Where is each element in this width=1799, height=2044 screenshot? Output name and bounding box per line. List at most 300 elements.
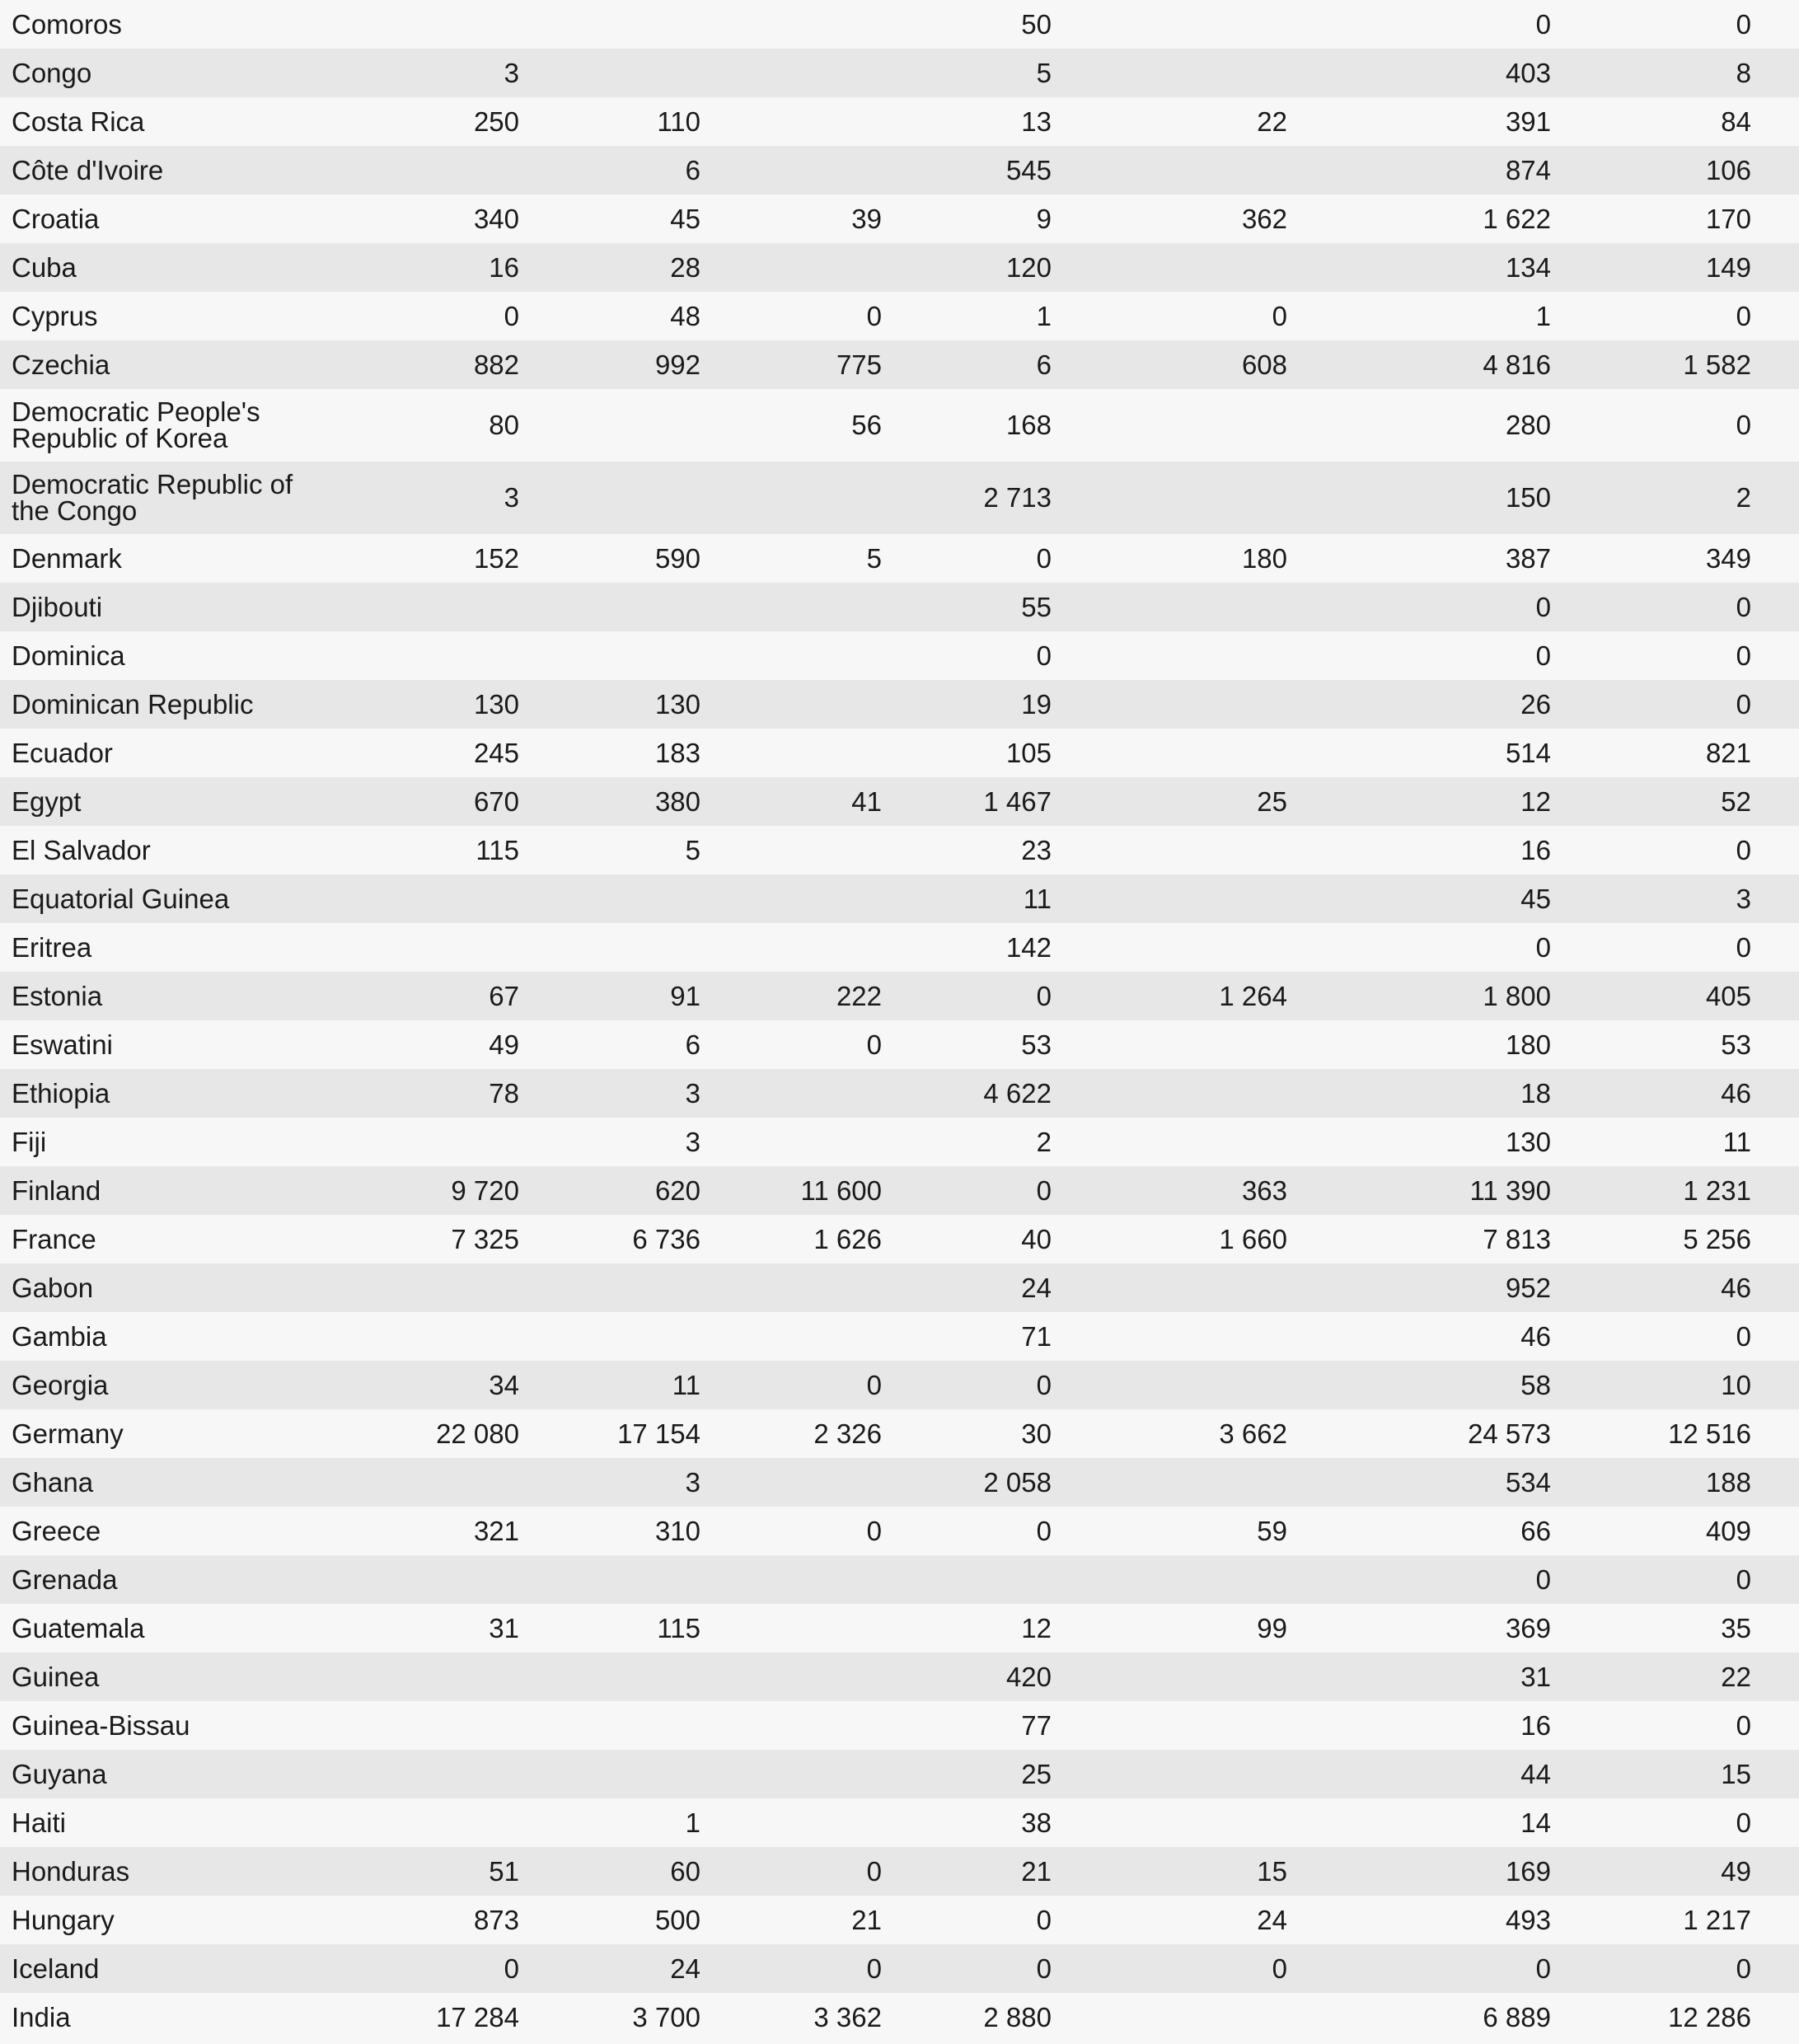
value-cell-col-4: 0 [1036,1953,1052,1984]
value-cell-col-7: 0 [1736,300,1751,331]
country-name-cell: Democratic People's Republic of Korea [12,396,260,453]
table-row [0,1166,1799,1215]
row-padding [1751,729,1799,777]
value-cell-col-2: 5 [685,834,700,865]
value-cell-col-3 [700,462,882,534]
value-cell-col-3 [700,923,882,972]
row-padding [1751,1312,1799,1361]
value-cell-col-5: 1 660 [1219,1223,1287,1254]
value-cell-col-3 [700,631,882,680]
country-name-cell: Cyprus [12,300,98,331]
value-cell-col-6: 46 [1520,1320,1551,1352]
table-row [0,462,1799,534]
value-cell-col-4: 0 [1036,640,1052,671]
value-cell-col-5: 1 264 [1219,980,1287,1011]
value-cell-col-6: 0 [1535,8,1551,40]
value-cell-col-3 [700,97,882,146]
row-padding [1751,243,1799,292]
value-cell-col-2: 183 [654,737,700,768]
value-cell-col-5 [1052,243,1287,292]
value-cell-col-4: 4 622 [983,1077,1052,1109]
value-cell-col-7: 53 [1721,1029,1751,1060]
table-row [0,874,1799,923]
country-name-cell: Grenada [12,1563,118,1595]
value-cell-col-3 [700,874,882,923]
country-name-cell: Ghana [12,1466,94,1498]
value-cell-col-2: 590 [654,542,700,574]
value-cell-col-4: 2 713 [983,482,1052,513]
value-cell-col-4: 0 [1036,1515,1052,1546]
value-cell-col-2 [519,1263,700,1312]
value-cell-col-3: 0 [866,1369,882,1400]
table-row [0,1944,1799,1993]
value-cell-col-6: 45 [1520,883,1551,914]
table-row [0,631,1799,680]
value-cell-col-5 [1052,680,1287,729]
value-cell-col-2: 310 [654,1515,700,1546]
value-cell-col-3 [700,1069,882,1118]
table-row [0,1653,1799,1701]
value-cell-col-6: 874 [1505,154,1551,185]
country-name-cell: Guyana [12,1758,107,1789]
country-name-cell: Gambia [12,1320,107,1352]
country-name-cell: France [12,1223,96,1254]
value-cell-col-2: 130 [654,688,700,720]
value-cell-col-4: 1 467 [983,785,1052,817]
value-cell-col-2 [519,389,700,462]
value-cell-col-7: 106 [1705,154,1751,185]
value-cell-col-6: 280 [1505,410,1551,440]
value-cell-col-4: 50 [1021,8,1052,40]
value-cell-col-6: 16 [1520,1709,1551,1741]
table-row [0,1847,1799,1896]
value-cell-col-7: 405 [1705,980,1751,1011]
row-padding [1751,1555,1799,1604]
row-padding [1751,462,1799,534]
value-cell-col-5 [1052,1069,1287,1118]
value-cell-col-7: 188 [1705,1466,1751,1498]
value-cell-col-3 [700,1798,882,1847]
value-cell-col-5 [1052,0,1287,49]
value-cell-col-3 [700,243,882,292]
value-cell-col-2 [519,583,700,631]
value-cell-col-1: 31 [489,1612,519,1643]
country-name-cell: Estonia [12,980,103,1011]
row-padding [1751,340,1799,389]
value-cell-col-4: 0 [1036,1369,1052,1400]
value-cell-col-7: 3 [1736,883,1751,914]
value-cell-col-5: 180 [1241,542,1287,574]
value-cell-col-1 [334,631,519,680]
value-cell-col-3 [700,1604,882,1653]
value-cell-col-5 [1052,1263,1287,1312]
value-cell-col-1 [334,1798,519,1847]
value-cell-col-4: 120 [1005,251,1052,283]
table-row [0,1020,1799,1069]
value-cell-col-3: 3 362 [813,2001,882,2032]
value-cell-col-5: 362 [1241,203,1287,234]
table-row [0,1896,1799,1944]
country-name-cell: India [12,2001,71,2032]
value-cell-col-3 [700,146,882,195]
value-cell-col-6: 0 [1535,640,1551,671]
value-cell-col-5: 0 [1272,300,1287,331]
value-cell-col-6: 387 [1505,542,1551,574]
value-cell-col-3 [700,1701,882,1750]
value-cell-col-3 [700,826,882,874]
value-cell-col-1: 115 [476,834,519,865]
value-cell-col-3 [700,49,882,97]
country-name-cell: Greece [12,1515,101,1546]
row-padding [1751,777,1799,826]
value-cell-col-5 [1052,583,1287,631]
value-cell-col-7: 349 [1705,542,1751,574]
country-name-cell: Haiti [12,1807,67,1838]
table-row [0,1263,1799,1312]
value-cell-col-5 [1052,1750,1287,1798]
value-cell-col-2 [519,1555,700,1604]
value-cell-col-2: 48 [670,300,700,331]
value-cell-col-7: 0 [1736,1807,1751,1838]
value-cell-col-6: 391 [1505,105,1551,137]
value-cell-col-6: 16 [1520,834,1551,865]
value-cell-col-7: 0 [1736,591,1751,622]
value-cell-col-7: 10 [1721,1369,1751,1400]
value-cell-col-1 [334,1118,519,1166]
value-cell-col-4: 11 [1023,883,1052,914]
value-cell-col-7: 49 [1721,1855,1751,1887]
country-name-cell: El Salvador [12,834,151,865]
value-cell-col-1: 873 [473,1904,519,1935]
value-cell-col-7: 1 217 [1683,1904,1751,1935]
value-cell-col-3: 0 [866,300,882,331]
value-cell-col-6: 0 [1535,1563,1551,1595]
table-row [0,1798,1799,1847]
value-cell-col-1: 49 [489,1029,519,1060]
value-cell-col-5 [1052,826,1287,874]
table-row [0,146,1799,195]
value-cell-col-1: 80 [489,410,519,440]
table-row [0,972,1799,1020]
value-cell-col-4: 0 [1036,542,1052,574]
value-cell-col-5: 22 [1257,105,1287,137]
value-cell-col-6: 0 [1535,931,1551,963]
country-name-cell: Iceland [12,1953,100,1984]
value-cell-col-4: 13 [1021,105,1052,137]
row-padding [1751,1847,1799,1896]
table-row [0,826,1799,874]
value-cell-col-6: 6 889 [1483,2001,1551,2032]
country-name-cell: Germany [12,1418,124,1449]
value-cell-col-3: 21 [851,1904,882,1935]
row-padding [1751,1604,1799,1653]
value-cell-col-2: 24 [670,1953,700,1984]
value-cell-col-1: 340 [473,203,519,234]
value-cell-col-1 [334,1701,519,1750]
value-cell-col-1: 22 080 [436,1418,519,1449]
value-cell-col-5 [1052,1361,1287,1409]
value-cell-col-7: 8 [1736,57,1751,88]
value-cell-col-1: 51 [489,1855,519,1887]
value-cell-col-7: 409 [1705,1515,1751,1546]
value-cell-col-7: 46 [1721,1077,1751,1109]
value-cell-col-2: 60 [670,1855,700,1887]
value-cell-col-5 [1052,1312,1287,1361]
country-name-cell: Costa Rica [12,105,145,137]
value-cell-col-7: 170 [1705,203,1751,234]
value-cell-col-7: 46 [1721,1272,1751,1303]
value-cell-col-4: 142 [1005,931,1052,963]
value-cell-col-1 [334,923,519,972]
value-cell-col-3 [700,1118,882,1166]
value-cell-col-6: 0 [1535,591,1551,622]
table-row [0,49,1799,97]
row-padding [1751,1993,1799,2042]
value-cell-col-2 [519,1701,700,1750]
value-cell-col-2: 17 154 [617,1418,700,1449]
value-cell-col-4: 77 [1021,1709,1052,1741]
value-cell-col-2 [519,1312,700,1361]
value-cell-col-7: 1 582 [1683,349,1751,380]
value-cell-col-6: 1 [1535,300,1551,331]
value-cell-col-5: 0 [1272,1953,1287,1984]
value-cell-col-1: 245 [473,737,519,768]
value-cell-col-1 [334,0,519,49]
value-cell-col-2: 380 [654,785,700,817]
value-cell-col-3: 56 [851,410,882,440]
value-cell-col-5: 99 [1257,1612,1287,1643]
value-cell-col-7: 84 [1721,105,1751,137]
row-padding [1751,195,1799,243]
value-cell-col-2: 115 [657,1612,700,1643]
country-name-cell: Ecuador [12,737,113,768]
row-padding [1751,292,1799,340]
value-cell-col-6: 12 [1520,785,1551,817]
value-cell-col-4: 23 [1021,834,1052,865]
value-cell-col-6: 7 813 [1483,1223,1551,1254]
value-cell-col-4: 105 [1005,737,1052,768]
value-cell-col-3 [700,0,882,49]
value-cell-col-4: 0 [1036,980,1052,1011]
row-padding [1751,1944,1799,1993]
value-cell-col-4: 2 [1036,1126,1052,1157]
value-cell-col-5: 15 [1257,1855,1287,1887]
value-cell-col-1: 3 [504,57,519,88]
country-name-cell: Ethiopia [12,1077,110,1109]
value-cell-col-1 [334,874,519,923]
country-name-cell: Egypt [12,785,82,817]
value-cell-col-1 [334,1750,519,1798]
table-row [0,923,1799,972]
row-padding [1751,972,1799,1020]
value-cell-col-6: 514 [1505,737,1551,768]
value-cell-col-4: 0 [1036,1904,1052,1935]
value-cell-col-3: 222 [836,980,882,1011]
row-padding [1751,1361,1799,1409]
value-cell-col-6: 18 [1520,1077,1551,1109]
table-row [0,1118,1799,1166]
value-cell-col-1: 130 [473,688,519,720]
row-padding [1751,1750,1799,1798]
table-row [0,97,1799,146]
value-cell-col-5 [1052,1555,1287,1604]
value-cell-col-6: 4 816 [1483,349,1551,380]
value-cell-col-1: 67 [489,980,519,1011]
table-row [0,1604,1799,1653]
row-padding [1751,1118,1799,1166]
row-padding [1751,826,1799,874]
value-cell-col-5 [1052,1653,1287,1701]
value-cell-col-6: 0 [1535,1953,1551,1984]
value-cell-col-1: 3 [504,482,519,513]
country-name-cell: Honduras [12,1855,130,1887]
value-cell-col-2: 91 [670,980,700,1011]
value-cell-col-3: 0 [866,1029,882,1060]
value-cell-col-5: 25 [1257,785,1287,817]
value-cell-col-2: 992 [654,349,700,380]
value-cell-col-2: 45 [670,203,700,234]
value-cell-col-3 [700,680,882,729]
value-cell-col-4 [882,1555,1052,1604]
value-cell-col-4: 545 [1005,154,1052,185]
value-cell-col-7: 149 [1705,251,1751,283]
value-cell-col-7: 0 [1736,931,1751,963]
value-cell-col-1: 16 [489,251,519,283]
value-cell-col-6: 150 [1505,482,1551,513]
value-cell-col-7: 821 [1705,737,1751,768]
value-cell-col-4: 5 [1036,57,1052,88]
value-cell-col-7: 52 [1721,785,1751,817]
value-cell-col-5 [1052,1118,1287,1166]
value-cell-col-4: 19 [1021,688,1052,720]
value-cell-col-4: 2 058 [983,1466,1052,1498]
value-cell-col-7: 35 [1721,1612,1751,1643]
value-cell-col-6: 534 [1505,1466,1551,1498]
value-cell-col-1: 250 [473,105,519,137]
country-name-cell: Djibouti [12,591,103,622]
value-cell-col-3 [700,1263,882,1312]
row-padding [1751,1798,1799,1847]
value-cell-col-7: 0 [1736,8,1751,40]
value-cell-col-5 [1052,1701,1287,1750]
country-name-cell: Fiji [12,1126,47,1157]
value-cell-col-7: 1 231 [1683,1174,1751,1206]
value-cell-col-4: 30 [1021,1418,1052,1449]
value-cell-col-4: 12 [1021,1612,1052,1643]
table-row [0,340,1799,389]
value-cell-col-4: 0 [1036,1174,1052,1206]
country-name-cell: Georgia [12,1369,109,1400]
value-cell-col-6: 11 390 [1469,1174,1551,1206]
value-cell-col-4: 55 [1021,591,1052,622]
country-name-cell: Equatorial Guinea [12,883,230,914]
table-row [0,0,1799,49]
value-cell-col-2 [519,923,700,972]
value-cell-col-2: 6 736 [632,1223,700,1254]
value-cell-col-5 [1052,1993,1287,2042]
value-cell-col-2: 620 [654,1174,700,1206]
value-cell-col-2 [519,1653,700,1701]
row-padding [1751,1507,1799,1555]
value-cell-col-4: 2 880 [983,2001,1052,2032]
row-padding [1751,1263,1799,1312]
value-cell-col-5 [1052,146,1287,195]
value-cell-col-1: 882 [473,349,519,380]
value-cell-col-2: 3 [685,1077,700,1109]
table-row [0,1409,1799,1458]
row-padding [1751,97,1799,146]
country-name-cell: Côte d'Ivoire [12,154,164,185]
value-cell-col-5 [1052,1798,1287,1847]
value-cell-col-6: 26 [1520,688,1551,720]
value-cell-col-4: 71 [1021,1320,1052,1352]
value-cell-col-7: 5 256 [1683,1223,1751,1254]
value-cell-col-7: 0 [1736,1709,1751,1741]
country-name-cell: Dominica [12,640,125,671]
value-cell-col-4: 9 [1036,203,1052,234]
value-cell-col-6: 1 622 [1483,203,1551,234]
value-cell-col-3 [700,1750,882,1798]
value-cell-col-3: 775 [836,349,882,380]
value-cell-col-5 [1052,874,1287,923]
row-padding [1751,1701,1799,1750]
table-row [0,1458,1799,1507]
value-cell-col-7: 22 [1721,1661,1751,1692]
value-cell-col-5 [1052,729,1287,777]
value-cell-col-3: 1 626 [813,1223,882,1254]
country-name-cell: Croatia [12,203,100,234]
value-cell-col-6: 58 [1520,1369,1551,1400]
value-cell-col-4: 420 [1005,1661,1052,1692]
value-cell-col-3: 41 [851,785,882,817]
value-cell-col-2 [519,631,700,680]
value-cell-col-2: 28 [670,251,700,283]
value-cell-col-7: 0 [1736,834,1751,865]
value-cell-col-7: 0 [1736,1320,1751,1352]
row-padding [1751,1020,1799,1069]
table-row [0,389,1799,462]
row-padding [1751,1653,1799,1701]
value-cell-col-5: 363 [1241,1174,1287,1206]
value-cell-col-2 [519,874,700,923]
value-cell-col-5 [1052,49,1287,97]
value-cell-col-1: 78 [489,1077,519,1109]
value-cell-col-5: 3 662 [1219,1418,1287,1449]
value-cell-col-3: 2 326 [813,1418,882,1449]
value-cell-col-5: 608 [1241,349,1287,380]
row-padding [1751,389,1799,462]
value-cell-col-2: 110 [657,105,700,137]
table-row [0,777,1799,826]
country-name-cell: Congo [12,57,92,88]
value-cell-col-3 [700,729,882,777]
value-cell-col-5: 24 [1257,1904,1287,1935]
value-cell-col-7: 2 [1736,482,1751,513]
table-row [0,1312,1799,1361]
value-cell-col-4: 24 [1021,1272,1052,1303]
value-cell-col-2: 3 [685,1126,700,1157]
value-cell-col-6: 169 [1505,1855,1551,1887]
value-cell-col-1: 17 284 [436,2001,519,2032]
value-cell-col-3: 11 600 [800,1174,882,1206]
value-cell-col-1: 9 720 [451,1174,519,1206]
value-cell-col-6: 14 [1520,1807,1551,1838]
row-padding [1751,146,1799,195]
value-cell-col-3 [700,583,882,631]
country-name-cell: Democratic Republic of the Congo [12,469,293,526]
value-cell-col-6: 1 800 [1483,980,1551,1011]
table-row [0,292,1799,340]
